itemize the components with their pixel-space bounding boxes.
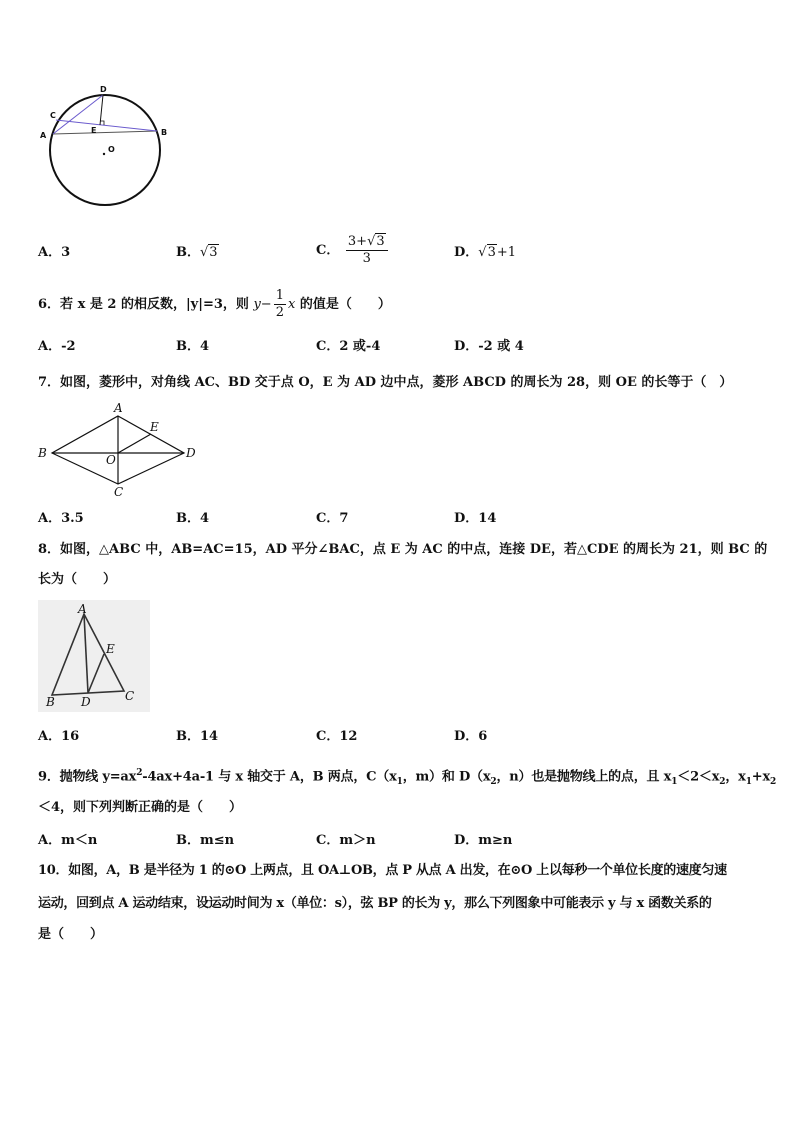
label-a: A bbox=[114, 401, 123, 415]
q8-option-a[interactable]: A．16 bbox=[38, 729, 80, 744]
label-d: D bbox=[100, 85, 107, 94]
label-b: B bbox=[46, 695, 55, 709]
chord-cb bbox=[56, 120, 157, 131]
q7-option-a[interactable]: A．3.5 bbox=[38, 511, 84, 526]
q7-option-d[interactable]: D．14 bbox=[454, 511, 497, 526]
q5-option-a[interactable]: A．3 bbox=[38, 245, 71, 260]
q7-option-b[interactable]: B．4 bbox=[176, 511, 210, 526]
q9-stem-line2: ＜4，则下列判断正确的是（ ） bbox=[38, 800, 243, 815]
q8-option-b[interactable]: B．14 bbox=[176, 729, 219, 744]
q6-option-d[interactable]: D．-2 或 4 bbox=[454, 339, 524, 354]
q9-option-b[interactable]: B．m≤n bbox=[176, 833, 235, 848]
label-b: B bbox=[161, 128, 168, 137]
sqrt-3: √3 bbox=[478, 245, 496, 260]
q9-stem-line1: 9．抛物线 $y=ax^2-4ax+4a-1$ 与 x 轴交于 A，B 两点，$C(x_1$，m）和 $D(x_2$，n）也是抛物线上的点，且 $x_1<2<x_2$，$x_1+x_2$ bbox=[38, 768, 777, 787]
q9-option-c[interactable]: C．m＞n bbox=[316, 833, 376, 848]
q10-stem-line1: 10．如图，A，B 是半径为 1 的⊙O 上两点，且 OA⊥OB，点 P 从点 A 出发，在⊙O 上以每秒一个单位长度的速度匀速 bbox=[38, 863, 727, 878]
segment-oe bbox=[118, 434, 151, 453]
label-d: D bbox=[81, 695, 91, 709]
q7-option-c[interactable]: C．7 bbox=[316, 511, 349, 526]
q8-triangle-figure bbox=[38, 600, 150, 712]
q9-option-a[interactable]: A．m＜n bbox=[38, 833, 98, 848]
q8-option-d[interactable]: D．6 bbox=[454, 729, 488, 744]
q5-option-c[interactable]: C． $\frac{3+√3}{3}$ bbox=[316, 234, 390, 267]
chord-ab bbox=[53, 131, 157, 134]
label-c: C bbox=[114, 485, 124, 499]
sqrt-3: √3 bbox=[200, 245, 218, 260]
label-e: E bbox=[91, 126, 97, 135]
center-point bbox=[103, 153, 105, 155]
q6-option-a[interactable]: A．-2 bbox=[38, 339, 76, 354]
q10-stem-line2: 运动，回到点 A 运动结束，设运动时间为 x（单位：s），弦 BP 的长为 y，那么下列图象中可能表示 y 与 x 函数关系的 bbox=[38, 896, 712, 911]
label-c: C bbox=[50, 111, 56, 120]
q6-stem: 6．若 x 是 2 的相反数，|y|=3，则 y− $\frac{1}{2}$ x 的值是（ ） bbox=[38, 288, 391, 320]
q10-stem-line3: 是（ ） bbox=[38, 927, 104, 942]
q7-stem: 7．如图，菱形中，对角线 AC、BD 交于点 O，E 为 AD 边中点，菱形 ABCD 的周长为 28，则 OE 的长等于（ ） bbox=[38, 375, 733, 390]
label-a: A bbox=[40, 131, 47, 140]
label-o: O bbox=[106, 453, 116, 467]
q8-stem-line2: 长为（ ） bbox=[38, 572, 117, 587]
q5-option-b[interactable]: B．√3 bbox=[176, 245, 218, 260]
circle-o bbox=[50, 95, 160, 205]
q9-option-d[interactable]: D．m≥n bbox=[454, 833, 513, 848]
q5-option-d[interactable]: D．√3+1 bbox=[454, 245, 517, 260]
label-e: E bbox=[150, 420, 159, 434]
label-e: E bbox=[106, 642, 115, 656]
q8-stem-line1: 8．如图，△ABC 中，AB=AC=15，AD 平分∠BAC，点 E 为 AC 的中点，连接 DE，若△CDE 的周长为 21，则 BC 的 bbox=[38, 542, 768, 557]
label-a: A bbox=[78, 602, 87, 616]
q5-circle-figure bbox=[36, 82, 176, 210]
q8-option-c[interactable]: C．12 bbox=[316, 729, 358, 744]
fraction: $\frac{3+√3}{3}$ bbox=[346, 234, 388, 267]
label-o: O bbox=[108, 145, 115, 154]
q6-option-c[interactable]: C．2 或-4 bbox=[316, 339, 381, 354]
q7-rhombus-figure bbox=[36, 400, 200, 500]
q6-option-b[interactable]: B．4 bbox=[176, 339, 210, 354]
label-c: C bbox=[125, 689, 135, 703]
label-b: B bbox=[38, 446, 47, 460]
segment-de bbox=[100, 95, 103, 125]
label-d: D bbox=[186, 446, 196, 460]
